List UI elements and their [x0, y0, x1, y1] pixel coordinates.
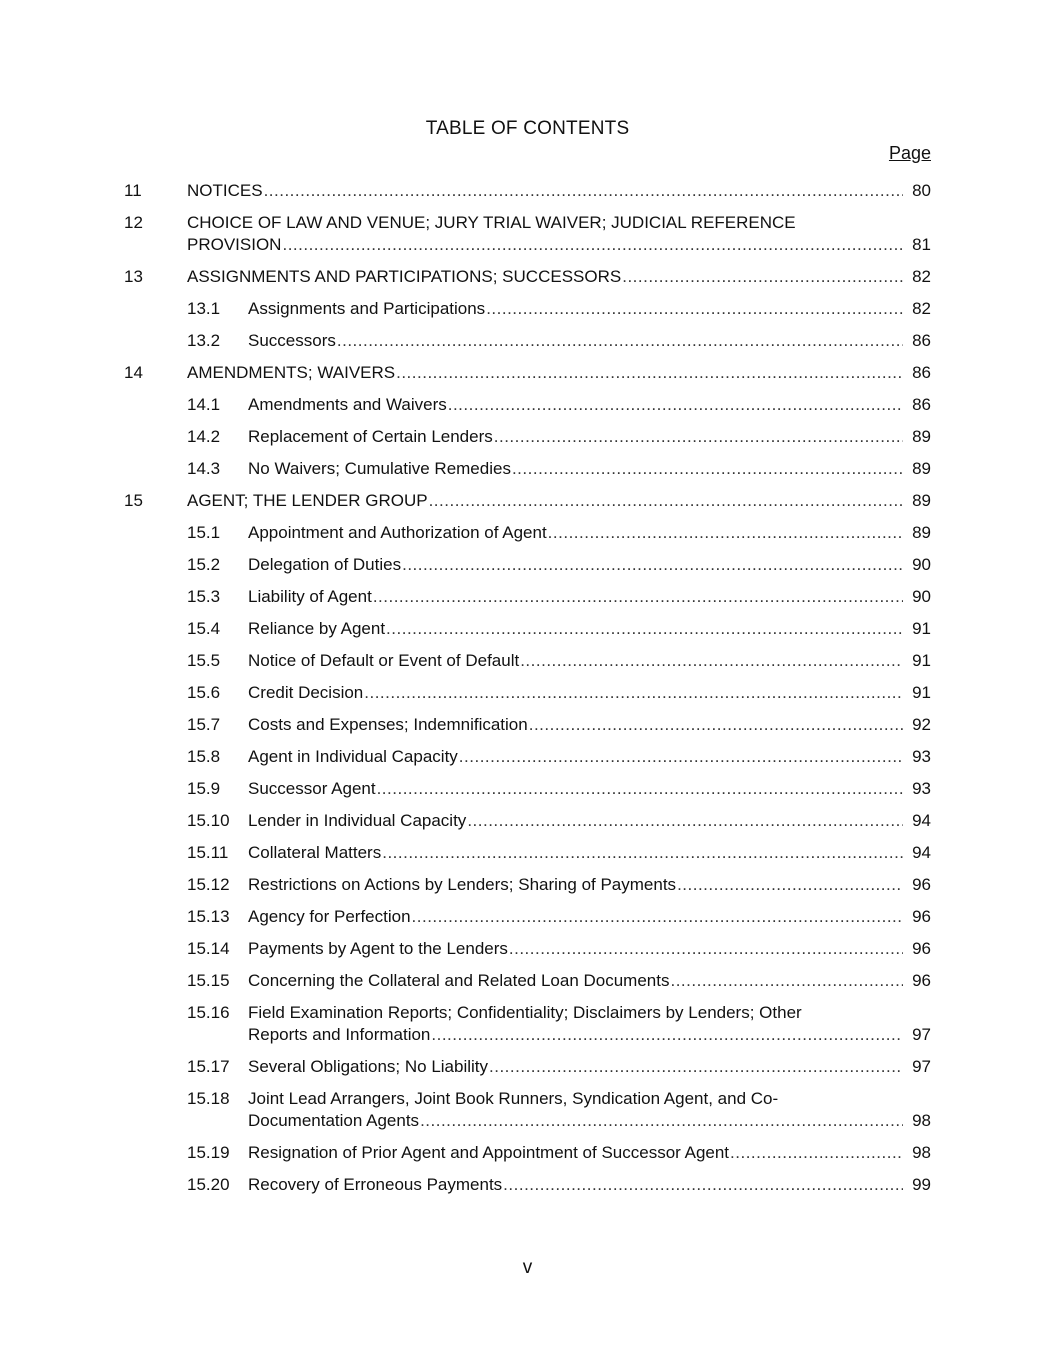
toc-entry-number: 14.2	[187, 427, 221, 446]
toc-entry-number: 11	[124, 181, 142, 200]
toc-entry-page: 89	[912, 491, 931, 510]
toc-entry-title: Agency for Perfection	[248, 907, 411, 926]
toc-entry-page: 98	[912, 1143, 931, 1162]
dot-leader	[494, 426, 903, 448]
toc-entry-page: 82	[912, 299, 931, 318]
toc-entry-number: 15.17	[187, 1057, 230, 1076]
toc-entry-title: Concerning the Collateral and Related Loan Documents	[248, 971, 670, 990]
toc-entry-page: 89	[912, 427, 931, 446]
toc-entry-title: Notice of Default or Event of Default	[248, 651, 520, 670]
toc-entry-title-cont: PROVISION	[187, 235, 282, 254]
dot-leader	[520, 650, 903, 672]
toc-entry-number: 13	[124, 267, 143, 286]
page-column-label: Page	[888, 143, 931, 163]
dot-leader	[459, 746, 903, 768]
toc-entry-title: Successors	[248, 331, 336, 350]
toc-entry[interactable]	[124, 778, 931, 800]
toc-entry-number: 15.7	[187, 715, 221, 734]
toc-title: TABLE OF CONTENTS	[425, 118, 630, 139]
toc-entry[interactable]	[124, 522, 931, 544]
toc-entry[interactable]	[124, 1174, 931, 1196]
toc-entry-number: 15	[124, 491, 143, 510]
toc-entry[interactable]	[124, 938, 931, 960]
toc-entry[interactable]	[124, 458, 931, 480]
toc-entry-page: 89	[912, 523, 931, 542]
dot-leader	[512, 458, 903, 480]
toc-entry-number: 14.3	[187, 459, 221, 478]
toc-entry-page: 80	[912, 181, 931, 200]
toc-entry[interactable]	[124, 842, 931, 864]
toc-entry[interactable]	[124, 906, 931, 928]
toc-entry-page: 96	[912, 971, 931, 990]
toc-entry[interactable]	[124, 266, 931, 288]
toc-entry-number: 15.4	[187, 619, 221, 638]
toc-entry[interactable]	[124, 874, 931, 896]
toc-entry[interactable]	[124, 970, 931, 992]
toc-entry-title: Joint Lead Arrangers, Joint Book Runners, Syndication Agent, and Co-	[248, 1089, 779, 1108]
toc-entry-page: 90	[912, 587, 931, 606]
toc-entry[interactable]	[124, 1056, 931, 1078]
toc-entry-number: 15.3	[187, 587, 221, 606]
toc-entry-number: 12	[124, 213, 143, 232]
toc-entry-title: Successor Agent	[248, 779, 376, 798]
dot-leader	[364, 682, 903, 704]
toc-entry[interactable]	[124, 490, 931, 512]
dot-leader	[622, 266, 903, 288]
toc-entry-title-cont: Reports and Information	[248, 1025, 431, 1044]
toc-entry-number: 15.15	[187, 971, 230, 990]
dot-leader	[730, 1142, 903, 1164]
dot-leader	[337, 330, 903, 352]
toc-entry[interactable]	[124, 1088, 931, 1132]
toc-entry[interactable]	[124, 586, 931, 608]
page-number-footer: v	[522, 1257, 533, 1278]
toc-entry-page: 97	[912, 1057, 931, 1076]
toc-entry-page: 91	[912, 619, 931, 638]
toc-entry-number: 15.20	[187, 1175, 230, 1194]
toc-entry-number: 15.9	[187, 779, 221, 798]
toc-entry-title: ASSIGNMENTS AND PARTICIPATIONS; SUCCESSORS	[187, 267, 622, 286]
toc-entry-page: 90	[912, 555, 931, 574]
toc-entry-page: 94	[912, 843, 931, 862]
toc-entry-title: Reliance by Agent	[248, 619, 386, 638]
toc-entry-title: Recovery of Erroneous Payments	[248, 1175, 503, 1194]
toc-entry-page: 98	[912, 1111, 931, 1130]
dot-leader	[529, 714, 903, 736]
toc-entry-page: 86	[912, 363, 931, 382]
toc-entry-page: 96	[912, 939, 931, 958]
dot-leader	[677, 874, 903, 896]
toc-entry[interactable]	[124, 330, 931, 352]
toc-entry-number: 15.10	[187, 811, 230, 830]
toc-entry-number: 13.2	[187, 331, 221, 350]
dot-leader	[382, 842, 903, 864]
toc-entry-title: Credit Decision	[248, 683, 364, 702]
toc-entry[interactable]	[124, 714, 931, 736]
toc-entry-title: Field Examination Reports; Confidentiality; Disclaimers by Lenders; Other	[248, 1003, 802, 1022]
dot-leader	[431, 1024, 903, 1046]
toc-entry[interactable]	[124, 650, 931, 672]
toc-entry-title: Lender in Individual Capacity	[248, 811, 467, 830]
dot-leader	[264, 180, 903, 202]
dot-leader	[412, 906, 903, 928]
toc-entry-number: 13.1	[187, 299, 221, 318]
toc-entry-number: 15.8	[187, 747, 221, 766]
toc-entry-page: 93	[912, 779, 931, 798]
dot-leader	[429, 490, 903, 512]
toc-entry[interactable]	[124, 618, 931, 640]
toc-entry[interactable]	[124, 1142, 931, 1164]
toc-entry-title-cont: Documentation Agents	[248, 1111, 420, 1130]
toc-entry-page: 82	[912, 267, 931, 286]
toc-entry-page: 96	[912, 907, 931, 926]
toc-entry-number: 15.11	[187, 843, 229, 862]
toc-entry-title: AGENT; THE LENDER GROUP	[187, 491, 428, 510]
toc-entry-number: 15.2	[187, 555, 221, 574]
toc-entry-page: 94	[912, 811, 931, 830]
dot-leader	[503, 1174, 903, 1196]
toc-entry-number: 15.12	[187, 875, 230, 894]
toc-entry-page: 86	[912, 395, 931, 414]
dot-leader	[386, 618, 903, 640]
toc-entry-title: Payments by Agent to the Lenders	[248, 939, 508, 958]
toc-entry[interactable]	[124, 180, 931, 202]
toc-entry[interactable]	[124, 298, 931, 320]
toc-entry-title: AMENDMENTS; WAIVERS	[187, 363, 396, 382]
toc-entry-page: 81	[912, 235, 931, 254]
dot-leader	[377, 778, 903, 800]
toc-entry[interactable]	[124, 212, 931, 256]
dot-leader	[486, 298, 903, 320]
dot-leader	[548, 522, 903, 544]
toc-entry-title: No Waivers; Cumulative Remedies	[248, 459, 511, 478]
toc-entry-number: 14	[124, 363, 143, 382]
toc-entry[interactable]	[124, 682, 931, 704]
toc-entry-number: 15.13	[187, 907, 230, 926]
toc-entry[interactable]	[124, 554, 931, 576]
toc-entry-number: 15.18	[187, 1089, 230, 1108]
toc-entry-title: Appointment and Authorization of Agent	[248, 523, 547, 542]
toc-entry-title: Liability of Agent	[248, 587, 372, 606]
dot-leader	[509, 938, 903, 960]
toc-entry-title: Several Obligations; No Liability	[248, 1057, 489, 1076]
toc-entry-title: NOTICES	[187, 181, 263, 200]
toc-entry-title: Agent in Individual Capacity	[248, 747, 458, 766]
toc-entry-page: 97	[912, 1025, 931, 1044]
toc-entry[interactable]	[124, 362, 931, 384]
toc-entry-title: Delegation of Duties	[248, 555, 402, 574]
dot-leader	[282, 234, 903, 256]
toc-entry-title: Collateral Matters	[248, 843, 382, 862]
toc-entry-number: 15.5	[187, 651, 221, 670]
toc-entry-page: 91	[912, 651, 931, 670]
toc-entry-page: 92	[912, 715, 931, 734]
toc-entry-page: 86	[912, 331, 931, 350]
dot-leader	[489, 1056, 903, 1078]
toc-entry-page: 99	[912, 1175, 931, 1194]
dot-leader	[448, 394, 903, 416]
toc-entry-title: Costs and Expenses; Indemnification	[248, 715, 528, 734]
toc-entry-title: Resignation of Prior Agent and Appointment of Successor Agent	[248, 1143, 730, 1162]
toc-entry[interactable]	[124, 426, 931, 448]
toc-entry-title: Replacement of Certain Lenders	[248, 427, 493, 446]
dot-leader	[670, 970, 903, 992]
toc-entry[interactable]	[124, 746, 931, 768]
toc-entry-number: 15.14	[187, 939, 230, 958]
toc-entry-page: 93	[912, 747, 931, 766]
toc-entry-title: Restrictions on Actions by Lenders; Sharing of Payments	[248, 875, 677, 894]
dot-leader	[467, 810, 903, 832]
toc-entry[interactable]	[124, 1002, 931, 1046]
dot-leader	[420, 1110, 903, 1132]
toc-entry[interactable]	[124, 810, 931, 832]
toc-entry-number: 15.1	[187, 523, 221, 542]
toc-entry-number: 15.6	[187, 683, 221, 702]
toc-entry-number: 14.1	[187, 395, 221, 414]
toc-entry-number: 15.16	[187, 1003, 230, 1022]
toc-entry[interactable]	[124, 394, 931, 416]
toc-entry-title: Assignments and Participations	[248, 299, 486, 318]
dot-leader	[373, 586, 903, 608]
toc-entry-page: 89	[912, 459, 931, 478]
dot-leader	[396, 362, 903, 384]
toc-entry-title: CHOICE OF LAW AND VENUE; JURY TRIAL WAIVER; JUDICIAL REFERENCE	[187, 213, 796, 232]
dot-leader	[402, 554, 903, 576]
toc-entry-number: 15.19	[187, 1143, 230, 1162]
toc-entry-title: Amendments and Waivers	[248, 395, 447, 414]
toc-entry-page: 91	[912, 683, 931, 702]
toc-entry-page: 96	[912, 875, 931, 894]
